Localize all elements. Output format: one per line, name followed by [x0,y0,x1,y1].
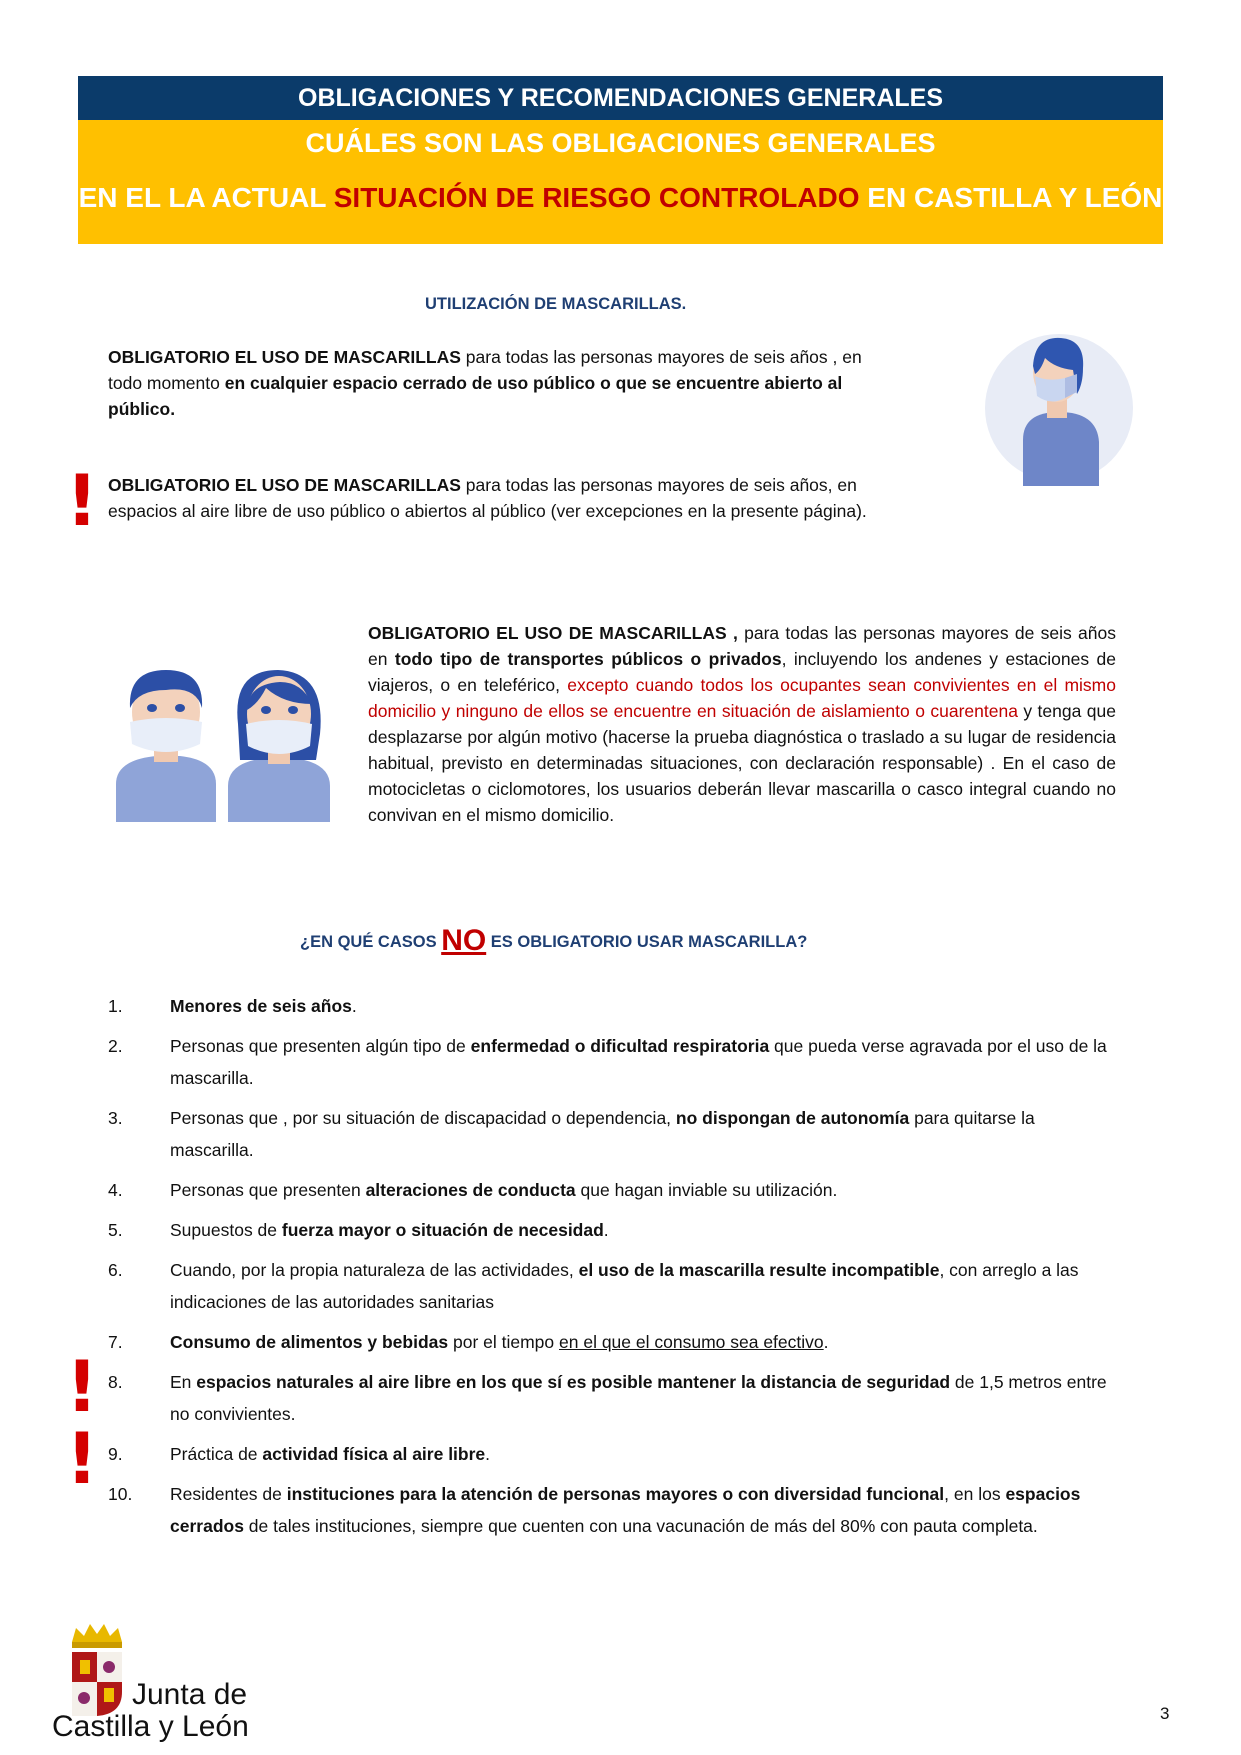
p3-exception-red: excepto cuando todos los ocupantes sean convivientes en el mismo domicilio y ninguno de ellos se encuentre en situación de aislamiento o cuarentena [368,675,1116,721]
item-text: por el tiempo [448,1332,560,1352]
list-item [108,1254,1118,1318]
p2-text: para todas las personas mayores de seis años, en espacios al aire libre de uso público o abiertos al público (ver excepciones en la presente página). [108,475,867,521]
p1-bold2: en cualquier espacio cerrado de uso público o que se encuentre abierto al público. [108,373,843,419]
header-situation-pre: EN EL LA ACTUAL [78,182,334,213]
list-item [108,1478,1118,1542]
item-text: . [351,996,357,1016]
exceptions-title-post: ES OBLIGATORIO USAR MASCARILLA? [486,933,808,951]
list-number: 2. [108,1036,123,1056]
p3-bold: OBLIGATORIO EL USO DE MASCARILLAS , [368,623,738,643]
list-number: 4. [108,1180,123,1200]
list-item [108,1214,1118,1246]
list-item [108,1438,1118,1470]
item-text: Residentes de [170,1484,287,1504]
exclamation-icon: ! [66,1418,98,1500]
header-situation-line [78,182,1163,214]
item-bold: alteraciones de conducta [365,1180,576,1200]
item-text: de tales instituciones, siempre que cuenten con una vacunación de más del 80% con pauta completa. [243,1516,1038,1536]
item-bold: Consumo de alimentos y bebidas [170,1332,449,1352]
item-bold: espacios naturales al aire libre en los que sí es posible mantener la distancia de seguridad [196,1372,951,1392]
p1-bold: OBLIGATORIO EL USO DE MASCARILLAS [108,347,461,367]
item-text: , en los [944,1484,1006,1504]
header-title: OBLIGACIONES Y RECOMENDACIONES GENERALES [298,83,943,112]
header-situation-highlight: SITUACIÓN DE RIESGO CONTROLADO [333,182,860,213]
p3-text3: y tenga que desplazarse por algún motivo (hacerse la prueba diagnóstica o traslado a su lugar de residencia habitual, previsto en determinadas situaciones, con declaración responsable) . En el caso de motocicletas o ciclomotores, los usuarios deberán llevar mascarilla o casco integral cuando no convivan en el mismo domicilio. [368,701,1116,825]
item-bold: espacios cerrados [170,1484,1081,1536]
header-subtitle: CUÁLES SON LAS OBLIGACIONES GENERALES [305,128,936,158]
item-text: para quitarse la mascarilla. [170,1108,1035,1160]
item-text: Práctica de [170,1444,263,1464]
logo-line2: Castilla y León [52,1710,249,1743]
item-text: Personas que presenten algún tipo de [170,1036,471,1056]
exceptions-title-pre: ¿EN QUÉ CASOS [300,933,442,951]
p2-bold: OBLIGATORIO EL USO DE MASCARILLAS [108,475,461,495]
list-number: 1. [108,996,123,1016]
exclamation-icon: ! [66,1346,98,1428]
item-text: Personas que presenten [170,1180,366,1200]
header-title-bar [78,76,1163,120]
p1-text: para todas las personas mayores de seis años , en todo momento [108,347,862,393]
header-subtitle-box [78,120,1163,244]
list-item [108,990,1118,1022]
p3-text2: , incluyendo los andenes y estaciones de viajeros, o en teleférico, [368,649,1117,695]
paragraph-transport-masks [368,620,1116,828]
item-text: En [170,1372,197,1392]
logo-line1: Junta de [132,1678,248,1711]
item-text: . [603,1220,609,1240]
list-number: 5. [108,1220,123,1240]
list-number: 7. [108,1332,123,1352]
header-situation-post: EN CASTILLA Y LEÓN [859,182,1163,213]
item-bold: actividad física al aire libre [262,1444,486,1464]
item-text: de 1,5 metros entre no convivientes. [170,1372,1107,1424]
item-bold: Menores de seis años [170,996,352,1016]
p3-bold2: todo tipo de transportes públicos o privados [394,649,782,669]
item-bold: no dispongan de autonomía [675,1108,910,1128]
item-text: , con arreglo a las indicaciones de las autoridades sanitarias [170,1260,1079,1312]
list-number: 3. [108,1108,123,1128]
list-item [108,1366,1118,1430]
item-bold: el uso de la mascarilla resulte incompatible [578,1260,940,1280]
exceptions-list [108,990,1118,1550]
item-text: . [823,1332,829,1352]
paragraph-indoor-masks [108,344,898,422]
item-text: que pueda verse agravada por el uso de la mascarilla. [170,1036,1107,1088]
item-underlined: en el que el consumo sea efectivo [559,1332,824,1352]
item-bold: instituciones para la atención de personas mayores o con diversidad funcional [286,1484,945,1504]
p3-text1: para todas las personas mayores de seis años en [368,623,1116,669]
list-number: 6. [108,1260,123,1280]
junta-castilla-leon-crest [68,1622,126,1718]
item-bold: fuerza mayor o situación de necesidad [281,1220,604,1240]
item-text: . [485,1444,491,1464]
list-item [108,1174,1118,1206]
item-text: Supuestos de [170,1220,282,1240]
couple-mask-icon [116,664,332,822]
paragraph-outdoor-masks [108,472,898,524]
list-item [108,1326,1118,1358]
list-number: 8. [108,1372,123,1392]
exclamation-icon: ! [66,460,98,542]
item-text: Personas que , por su situación de discapacidad o dependencia, [170,1108,676,1128]
person-mask-icon [985,330,1133,486]
section-title-exceptions [300,924,807,958]
list-number: 10. [108,1484,133,1504]
list-item [108,1030,1118,1094]
page-number: 3 [1160,1704,1170,1723]
item-text: que hagan inviable su utilización. [575,1180,838,1200]
list-number: 9. [108,1444,123,1464]
section-title-masks: UTILIZACIÓN DE MASCARILLAS. [425,295,687,313]
exceptions-title-no: NO [441,924,487,957]
item-bold: enfermedad o dificultad respiratoria [470,1036,770,1056]
list-item [108,1102,1118,1166]
item-text: Cuando, por la propia naturaleza de las actividades, [170,1260,579,1280]
